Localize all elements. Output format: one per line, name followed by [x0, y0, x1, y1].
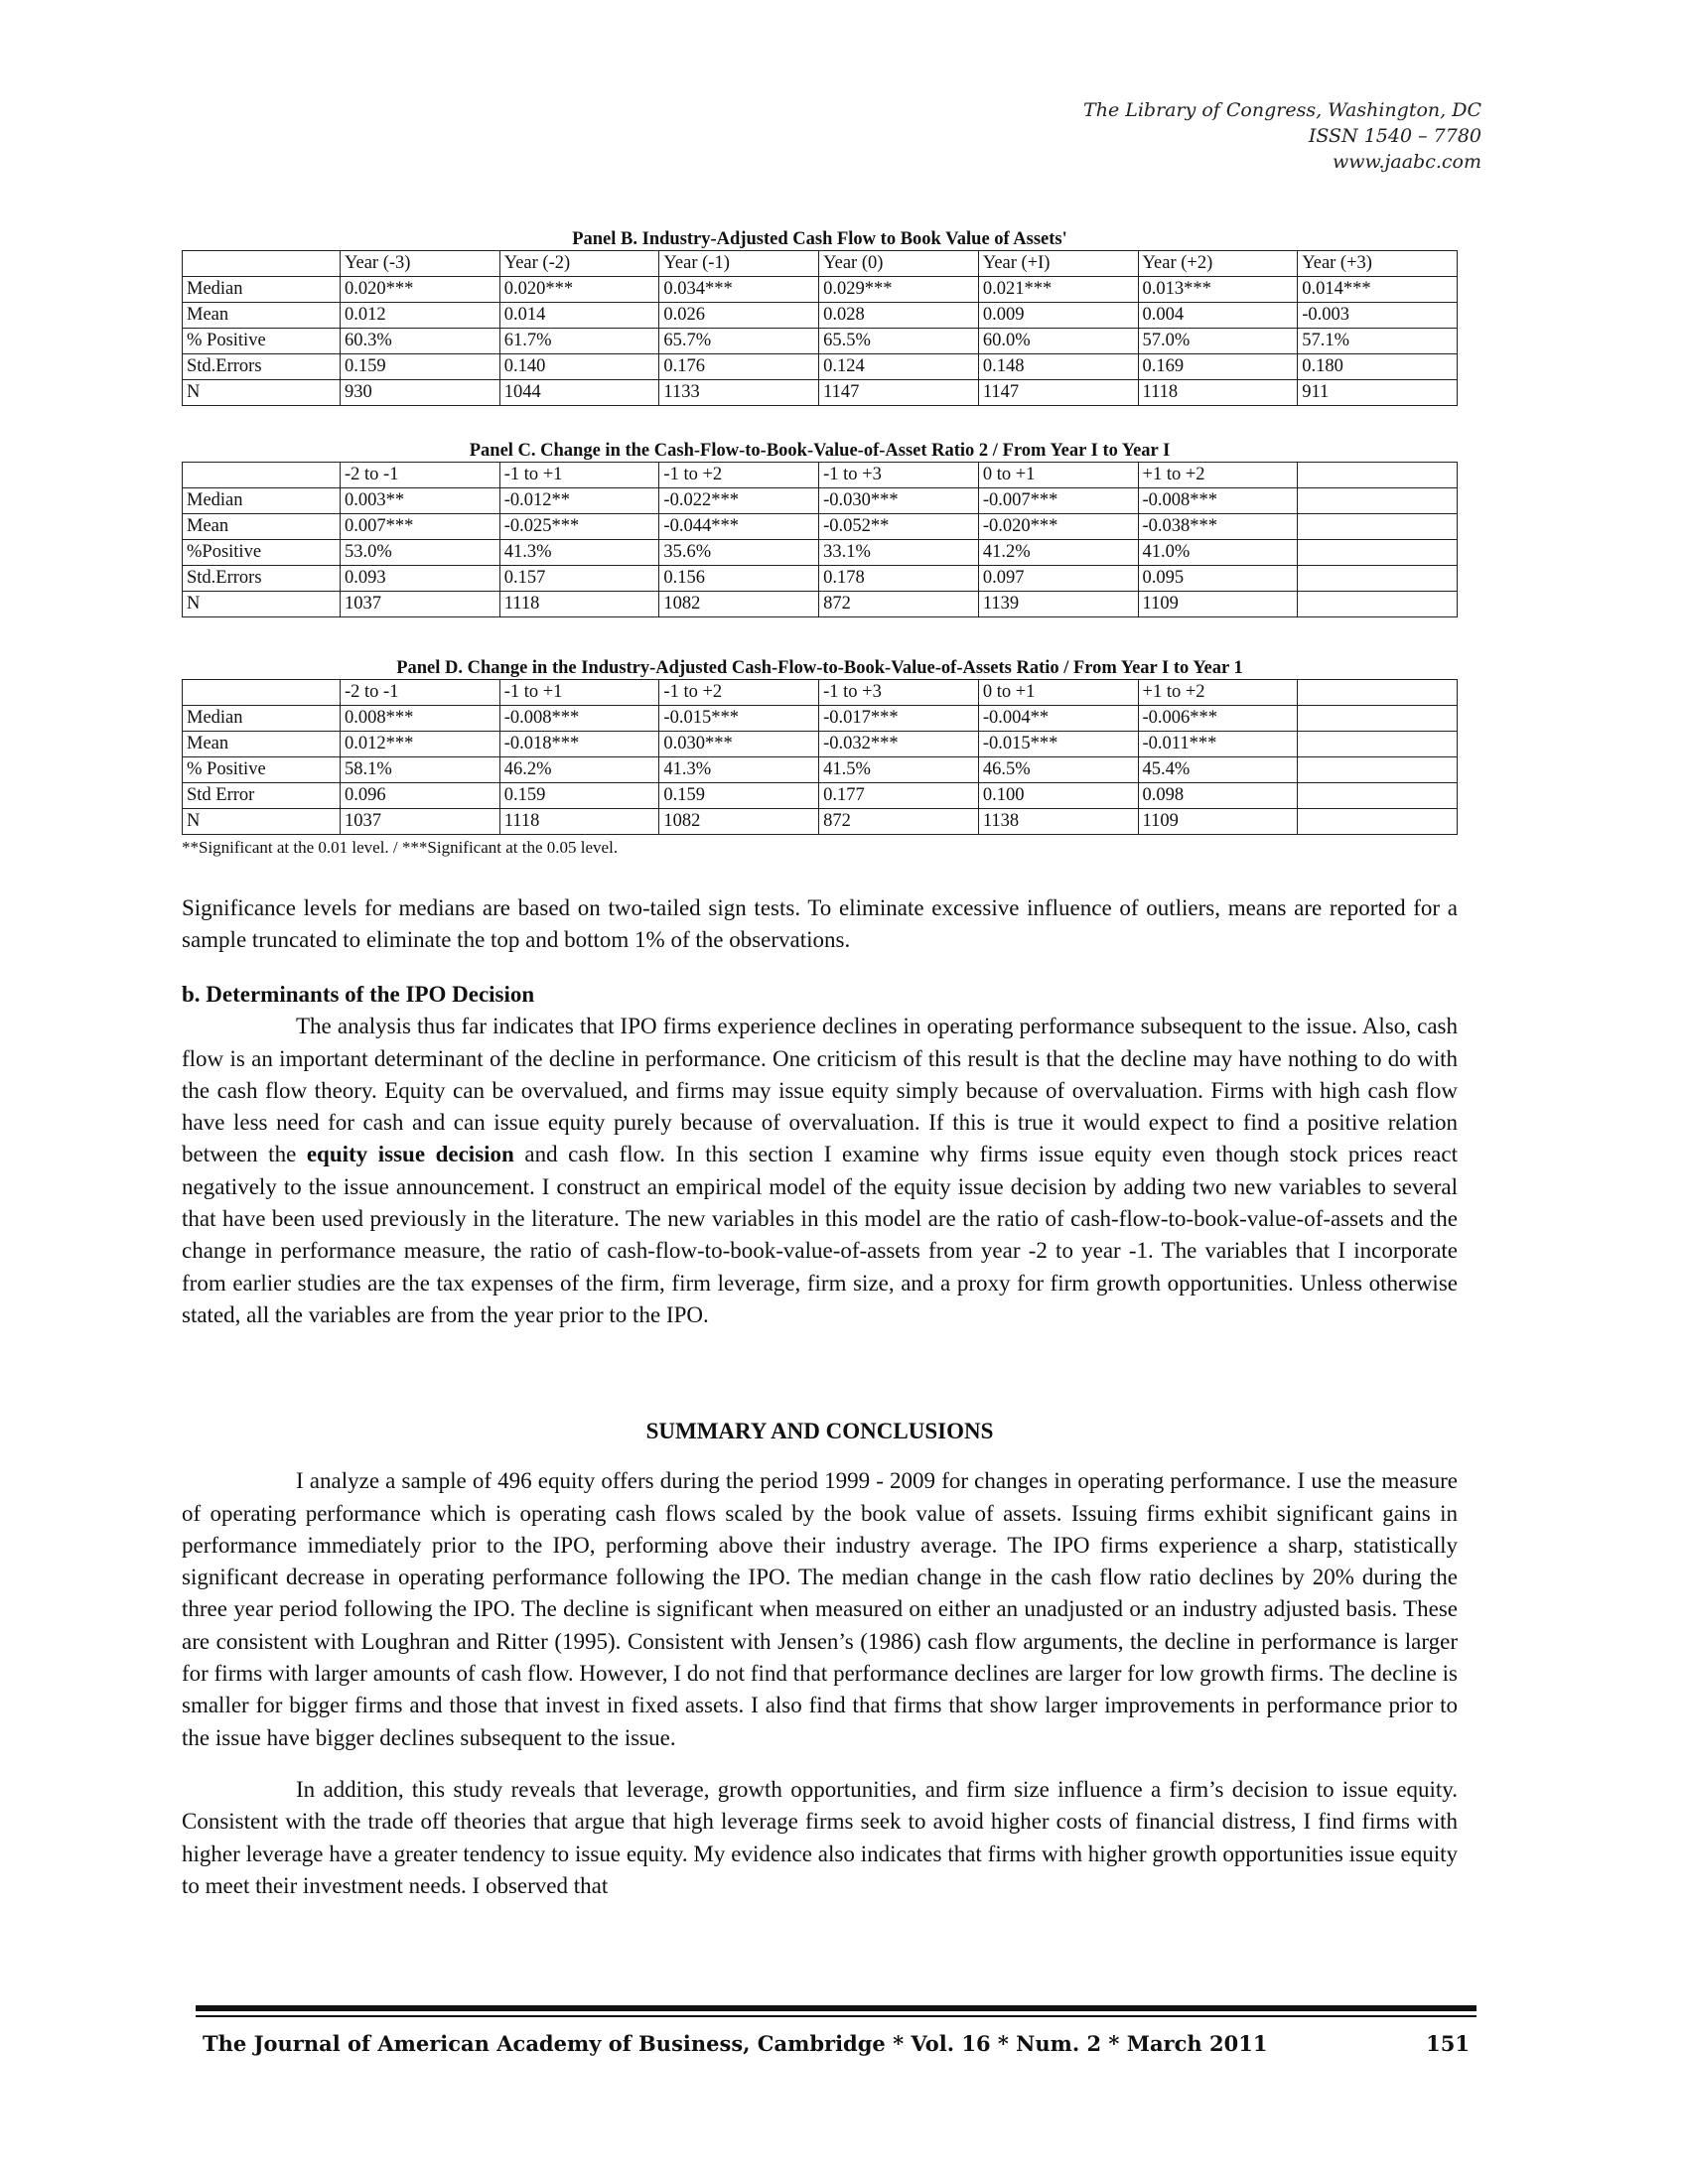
table-cell: -0.022*** [659, 488, 819, 514]
table-cell: 0.030*** [659, 732, 819, 757]
table-cell [1298, 706, 1458, 732]
column-header: -1 to +3 [819, 463, 979, 488]
column-header: -1 to +1 [499, 680, 659, 706]
row-label: Median [183, 706, 341, 732]
header-library: The Library of Congress, Washington, DC [1083, 99, 1481, 121]
column-header: -1 to +2 [659, 463, 819, 488]
table-cell: 0.029*** [819, 277, 979, 303]
table-header-row [183, 251, 1458, 277]
panel-b [182, 228, 1458, 406]
table-cell: 0.124 [819, 354, 979, 380]
table-cell: -0.038*** [1138, 514, 1298, 540]
table-row [183, 732, 1458, 757]
row-label: Mean [183, 303, 341, 329]
table-cell: 0.157 [499, 566, 659, 592]
table-row [183, 380, 1458, 406]
panel-c-title: Panel C. Change in the Cash-Flow-to-Book-Value-of-Asset Ratio 2 / From Year I to Year I [469, 441, 1171, 461]
table-cell: -0.004** [978, 706, 1138, 732]
table-cell: 0.013*** [1138, 277, 1298, 303]
table-cell: -0.008*** [499, 706, 659, 732]
table-cell [1298, 592, 1458, 617]
table-cell: 0.169 [1138, 354, 1298, 380]
table-cell: -0.003 [1298, 303, 1458, 329]
table-cell: 46.5% [978, 757, 1138, 783]
table-cell: 0.159 [499, 783, 659, 809]
table-row [183, 277, 1458, 303]
table-cell: -0.020*** [978, 514, 1138, 540]
row-label: % Positive [183, 329, 341, 354]
table-cell: 0.034*** [659, 277, 819, 303]
table-cell: 0.176 [659, 354, 819, 380]
table-cell [1298, 488, 1458, 514]
table-cell [1298, 732, 1458, 757]
table-row [183, 592, 1458, 617]
table-cell: 0.096 [341, 783, 500, 809]
column-header: -1 to +1 [499, 463, 659, 488]
table-cell: -0.012** [499, 488, 659, 514]
significance-note: Significance levels for medians are based on two-tailed sign tests. To eliminate excessive influence of outliers, means are reported for a sample truncated to eliminate the top and bottom 1% of the observations. [182, 895, 1458, 953]
table-cell: 1118 [499, 809, 659, 835]
header-issn: ISSN 1540 – 7780 [1308, 125, 1481, 147]
table-cell: 1147 [978, 380, 1138, 406]
table-cell: -0.052** [819, 514, 979, 540]
table-cell: -0.018*** [499, 732, 659, 757]
table-cell: -0.017*** [819, 706, 979, 732]
panel-b-table [182, 250, 1458, 406]
table-cell: 0.026 [659, 303, 819, 329]
column-header: Year (+I) [978, 251, 1138, 277]
panel-d [182, 657, 1458, 859]
table-row [183, 566, 1458, 592]
column-header: Year (-3) [341, 251, 500, 277]
column-header: +1 to +2 [1138, 680, 1298, 706]
table-cell [1298, 540, 1458, 566]
table-cell: 0.159 [341, 354, 500, 380]
panel-d-title: Panel D. Change in the Industry-Adjusted Cash-Flow-to-Book-Value-of-Assets Ratio / From Year I to Year 1 [396, 658, 1243, 678]
table-cell: 57.1% [1298, 329, 1458, 354]
table-cell: 872 [819, 592, 979, 617]
table-cell: 0.014*** [1298, 277, 1458, 303]
journal-citation: The Journal of American Academy of Business, Cambridge * Vol. 16 * Num. 2 * March 2011 [203, 2031, 1268, 2056]
table-cell [1298, 783, 1458, 809]
row-label: N [183, 380, 341, 406]
table-cell: -0.044*** [659, 514, 819, 540]
table-cell: 1109 [1138, 809, 1298, 835]
column-header: Year (-2) [499, 251, 659, 277]
table-header-row [183, 463, 1458, 488]
table-cell [1298, 514, 1458, 540]
page-number: 151 [1426, 2031, 1470, 2056]
table-cell: 1082 [659, 592, 819, 617]
table-cell: 0.014 [499, 303, 659, 329]
section-b-text-end: and cash flow. In this section I examine why firms issue equity even though stock prices react negatively to the issue announcement. I construct an empirical model of the equity issue decision by adding two new variables to several that have been used previously in the literature. The new variables in this model are the ratio of cash-flow-to-book-value-of-assets and the change in performance measure, the ratio of cash-flow-to-book-value-of-assets from year -2 to year -1. The variables that I incorporate from earlier studies are the tax expenses of the firm, firm leverage, firm size, and a proxy for firm growth opportunities. Unless otherwise stated, all the variables are from the year prior to the IPO. [182, 1142, 1458, 1327]
table-cell: -0.006*** [1138, 706, 1298, 732]
column-header: 0 to +1 [978, 680, 1138, 706]
table-cell: 41.0% [1138, 540, 1298, 566]
summary-section [182, 1416, 1458, 1902]
column-header: -1 to +2 [659, 680, 819, 706]
table-cell: 0.012 [341, 303, 500, 329]
row-label: Median [183, 277, 341, 303]
table-cell: 35.6% [659, 540, 819, 566]
page-footer [203, 2031, 1470, 2056]
table-cell: 60.0% [978, 329, 1138, 354]
row-label: Std.Errors [183, 566, 341, 592]
table-row [183, 303, 1458, 329]
row-label: % Positive [183, 757, 341, 783]
table-cell: 41.3% [659, 757, 819, 783]
table-cell: 0.178 [819, 566, 979, 592]
table-row [183, 783, 1458, 809]
table-cell: 45.4% [1138, 757, 1298, 783]
column-header: -2 to -1 [341, 463, 500, 488]
table-cell: 0.020*** [341, 277, 500, 303]
table-cell: 65.5% [819, 329, 979, 354]
table-cell: 0.028 [819, 303, 979, 329]
row-label: N [183, 592, 341, 617]
table-cell: -0.025*** [499, 514, 659, 540]
column-header: -1 to +3 [819, 680, 979, 706]
panel-c-table [182, 462, 1458, 617]
table-cell: 0.098 [1138, 783, 1298, 809]
table-row [183, 809, 1458, 835]
table-cell [1298, 566, 1458, 592]
table-cell: 0.020*** [499, 277, 659, 303]
table-cell: 930 [341, 380, 500, 406]
table-cell: 0.095 [1138, 566, 1298, 592]
table-cell: -0.015*** [659, 706, 819, 732]
table-cell: 1082 [659, 809, 819, 835]
column-header [1298, 463, 1458, 488]
table-cell: 41.5% [819, 757, 979, 783]
column-header: -2 to -1 [341, 680, 500, 706]
panel-b-title: Panel B. Industry-Adjusted Cash Flow to Book Value of Assets' [572, 229, 1067, 249]
summary-paragraph-2: In addition, this study reveals that leverage, growth opportunities, and firm size influence a firm’s decision to issue equity. Consistent with the trade off theories that argue that high leverage firms seek to avoid higher costs of financial distress, I find firms with higher leverage have a greater tendency to issue equity. My evidence also indicates that firms with higher growth opportunities issue equity to meet their investment needs. I observed that [182, 1776, 1458, 1898]
table-cell: 0.007*** [341, 514, 500, 540]
table-cell: 0.100 [978, 783, 1138, 809]
column-header [183, 463, 341, 488]
table-cell: 0.004 [1138, 303, 1298, 329]
table-row [183, 757, 1458, 783]
table-cell: 872 [819, 809, 979, 835]
table-cell: 41.2% [978, 540, 1138, 566]
table-cell: 1037 [341, 592, 500, 617]
table-cell: -0.011*** [1138, 732, 1298, 757]
header-url: www.jaabc.com [1332, 151, 1481, 173]
section-b-paragraph [182, 1011, 1458, 1331]
column-header [183, 680, 341, 706]
section-b-heading: b. Determinants of the IPO Decision [182, 982, 535, 1007]
column-header [183, 251, 341, 277]
column-header: Year (+2) [1138, 251, 1298, 277]
summary-heading: SUMMARY AND CONCLUSIONS [645, 1419, 994, 1443]
table-cell: 911 [1298, 380, 1458, 406]
table-cell: -0.030*** [819, 488, 979, 514]
table-cell: 65.7% [659, 329, 819, 354]
panel-c [182, 440, 1458, 617]
column-header [1298, 680, 1458, 706]
table-cell: 41.3% [499, 540, 659, 566]
table-cell: 0.003** [341, 488, 500, 514]
column-header: +1 to +2 [1138, 463, 1298, 488]
footer-rule-thick [196, 2005, 1477, 2011]
table-cell: 0.159 [659, 783, 819, 809]
table-cell: 0.156 [659, 566, 819, 592]
section-b-bold-phrase: equity issue decision [306, 1142, 514, 1167]
significance-footnote: **Significant at the 0.01 level. / ***Significant at the 0.05 level. [182, 838, 619, 857]
summary-paragraph-1: I analyze a sample of 496 equity offers during the period 1999 - 2009 for changes in operating performance. I use the measure of operating performance which is operating cash flows scaled by the book value of assets. Issuing firms exhibit significant gains in performance immediately prior to the IPO, performing above their industry average. The IPO firms experience a sharp, statistically significant decrease in operating performance following the IPO. The median change in the cash flow ratio declines by 20% during the three year period following the IPO. The decline is significant when measured on either an unadjusted or an industry adjusted basis. These are consistent with Loughran and Ritter (1995). Consistent with Jensen’s (1986) cash flow arguments, the decline in performance is larger for firms with larger amounts of cash flow. However, I do not find that performance declines are larger for low growth firms. The decline is smaller for bigger firms and those that invest in fixed assets. I also find that firms that show larger improvements in performance prior to the issue have bigger declines subsequent to the issue. [182, 1468, 1458, 1750]
table-cell: 1133 [659, 380, 819, 406]
row-label: N [183, 809, 341, 835]
row-label: %Positive [183, 540, 341, 566]
row-label: Mean [183, 732, 341, 757]
table-cell: 1044 [499, 380, 659, 406]
column-header: 0 to +1 [978, 463, 1138, 488]
table-cell: -0.015*** [978, 732, 1138, 757]
footer-rule-thin [196, 2015, 1477, 2017]
table-row [183, 488, 1458, 514]
table-cell: 0.140 [499, 354, 659, 380]
table-cell: 58.1% [341, 757, 500, 783]
column-header: Year (+3) [1298, 251, 1458, 277]
row-label: Std Error [183, 783, 341, 809]
table-cell: -0.008*** [1138, 488, 1298, 514]
column-header: Year (0) [819, 251, 979, 277]
table-row [183, 354, 1458, 380]
table-cell: 0.177 [819, 783, 979, 809]
section-b [182, 979, 1458, 1331]
table-header-row [183, 680, 1458, 706]
table-cell: 60.3% [341, 329, 500, 354]
table-cell: 33.1% [819, 540, 979, 566]
section-b-text-start: The analysis thus far indicates that IPO firms experience declines in operating performance subsequent to the issue. Also, cash flow is an important determinant of the decline in performance. One criticism of this result is that the decline may have nothing to do with the cash flow theory. Equity can be overvalued, and firms may issue equity simply because of overvaluation. Firms with high cash flow have less need for cash and can issue equity purely because of overvaluation. If this is true it would expect to find a positive relation between the [182, 1014, 1458, 1167]
table-row [183, 514, 1458, 540]
table-cell: 1118 [1138, 380, 1298, 406]
table-cell: 1147 [819, 380, 979, 406]
table-cell: 1118 [499, 592, 659, 617]
table-cell: 0.093 [341, 566, 500, 592]
table-cell: 61.7% [499, 329, 659, 354]
table-cell: -0.032*** [819, 732, 979, 757]
table-cell: 0.012*** [341, 732, 500, 757]
table-cell: 0.097 [978, 566, 1138, 592]
table-cell: 0.180 [1298, 354, 1458, 380]
table-cell: -0.007*** [978, 488, 1138, 514]
table-row [183, 329, 1458, 354]
table-cell: 0.008*** [341, 706, 500, 732]
column-header: Year (-1) [659, 251, 819, 277]
table-row [183, 540, 1458, 566]
row-label: Median [183, 488, 341, 514]
table-cell: 0.148 [978, 354, 1138, 380]
table-cell: 57.0% [1138, 329, 1298, 354]
panel-d-table [182, 679, 1458, 835]
table-cell: 1037 [341, 809, 500, 835]
table-cell: 0.009 [978, 303, 1138, 329]
table-cell: 0.021*** [978, 277, 1138, 303]
table-cell [1298, 809, 1458, 835]
table-cell: 1109 [1138, 592, 1298, 617]
row-label: Std.Errors [183, 354, 341, 380]
running-header [1083, 97, 1481, 175]
table-cell: 1139 [978, 592, 1138, 617]
table-row [183, 706, 1458, 732]
table-cell: 53.0% [341, 540, 500, 566]
row-label: Mean [183, 514, 341, 540]
table-cell: 1138 [978, 809, 1138, 835]
table-cell: 46.2% [499, 757, 659, 783]
table-cell [1298, 757, 1458, 783]
